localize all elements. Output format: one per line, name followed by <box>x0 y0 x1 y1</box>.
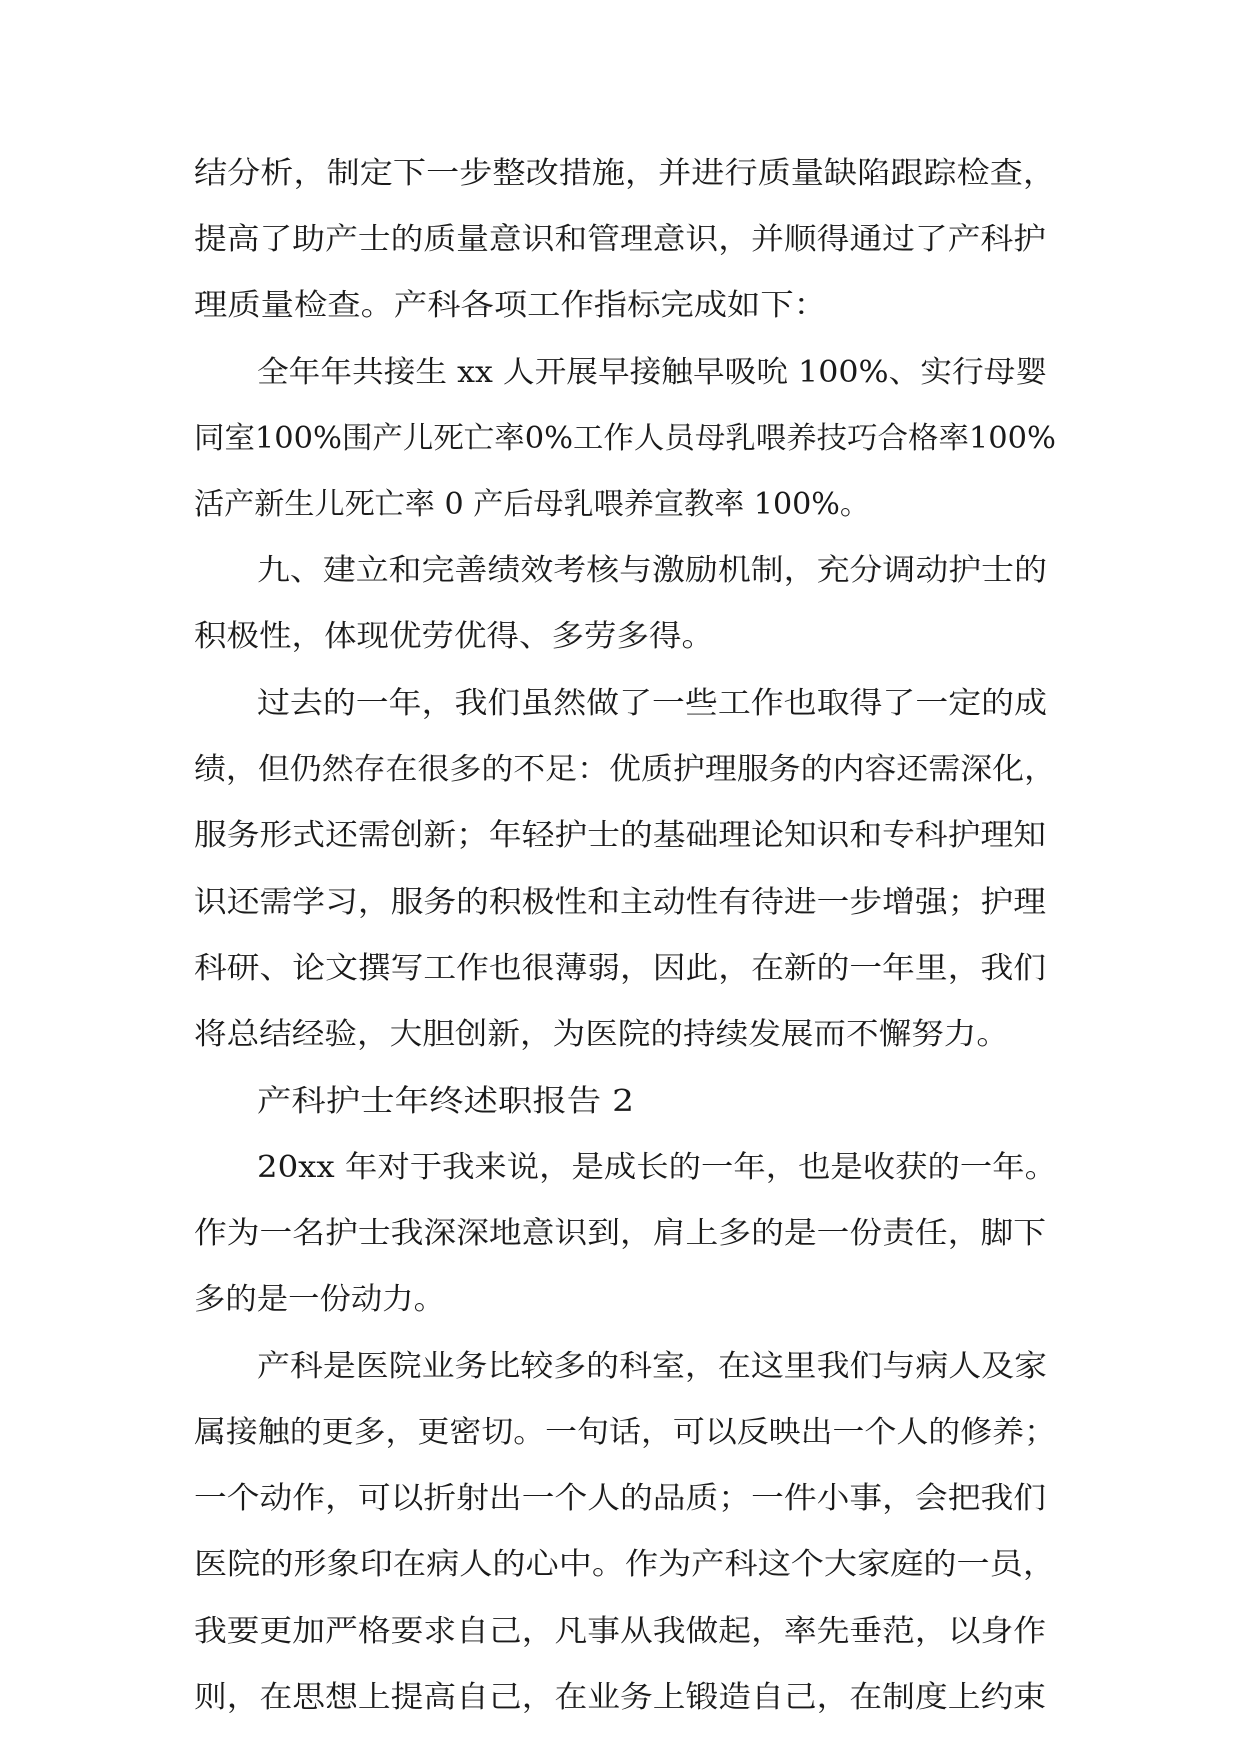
text-line-4 <box>0 353 1241 419</box>
text-line-12 <box>0 883 1241 949</box>
text-line-content: 活产新生儿死亡率 0 产后母乳喂养宣教率 100%。 <box>194 487 870 522</box>
text-line-content: 积极性，体现优劳优得、多劳多得。 <box>194 619 714 654</box>
text-line-content: 提高了助产士的质量意识和管理意识，并顺得通过了产科护 <box>194 222 1046 257</box>
text-line-content: 属接触的更多，更密切。一句话，可以反映出一个人的修养； <box>194 1415 1056 1450</box>
text-line-3 <box>0 286 1241 352</box>
text-line-1 <box>0 154 1241 220</box>
text-line-7 <box>0 551 1241 617</box>
text-line-content: 将总结经验，大胆创新，为医院的持续发展而不懈努力。 <box>194 1017 1009 1052</box>
text-line-content: 作为一名护士我深深地意识到，肩上多的是一份责任，脚下 <box>194 1216 1046 1251</box>
text-line-14 <box>0 1015 1241 1081</box>
text-line-content: 科研、论文撰写工作也很薄弱，因此，在新的一年里，我们 <box>194 951 1046 986</box>
text-line-17 <box>0 1214 1241 1280</box>
text-line-18 <box>0 1280 1241 1346</box>
text-line-content: 九、建立和完善绩效考核与激励机制，充分调动护士的 <box>257 553 1047 588</box>
text-line-content: 同室100%围产儿死亡率0%工作人员母乳喂养技巧合格率100% <box>194 421 1056 456</box>
text-line-content: 产科护士年终述职报告 2 <box>257 1084 634 1119</box>
text-line-15 <box>0 1082 1241 1148</box>
text-line-content: 医院的形象印在病人的心中。作为产科这个大家庭的一员， <box>194 1547 1056 1582</box>
text-line-5 <box>0 419 1241 485</box>
text-line-content: 我要更加严格要求自己，凡事从我做起，率先垂范，以身作 <box>194 1614 1046 1649</box>
text-line-16 <box>0 1148 1241 1214</box>
text-line-content: 服务形式还需创新；年轻护士的基础理论知识和专科护理知 <box>194 818 1046 853</box>
text-line-23 <box>0 1612 1241 1678</box>
text-line-content: 产科是医院业务比较多的科室，在这里我们与病人及家 <box>257 1349 1047 1384</box>
text-line-content: 多的是一份动力。 <box>194 1282 445 1317</box>
text-line-content: 则，在思想上提高自己，在业务上锻造自己，在制度上约束 <box>194 1680 1046 1715</box>
text-line-22 <box>0 1545 1241 1611</box>
text-line-content: 绩，但仍然存在很多的不足：优质护理服务的内容还需深化， <box>194 752 1056 787</box>
text-line-content: 20xx 年对于我来说，是成长的一年，也是收获的一年。 <box>257 1150 1057 1185</box>
text-line-content: 识还需学习，服务的积极性和主动性有待进一步增强；护理 <box>194 885 1046 920</box>
text-line-content: 全年年共接生 xx 人开展早接触早吸吮 100%、实行母婴 <box>257 355 1047 390</box>
text-line-6 <box>0 485 1241 551</box>
text-line-9 <box>0 684 1241 750</box>
text-line-20 <box>0 1413 1241 1479</box>
text-line-content: 过去的一年，我们虽然做了一些工作也取得了一定的成 <box>257 686 1047 721</box>
text-line-2 <box>0 220 1241 286</box>
text-line-21 <box>0 1479 1241 1545</box>
text-line-8 <box>0 617 1241 683</box>
text-line-10 <box>0 750 1241 816</box>
text-line-11 <box>0 816 1241 882</box>
text-line-19 <box>0 1347 1241 1413</box>
text-line-24 <box>0 1678 1241 1744</box>
text-line-13 <box>0 949 1241 1015</box>
text-line-content: 结分析，制定下一步整改措施，并进行质量缺陷跟踪检查， <box>194 156 1056 191</box>
text-line-content: 一个动作，可以折射出一个人的品质；一件小事，会把我们 <box>194 1481 1046 1516</box>
text-line-content: 理质量检查。产科各项工作指标完成如下： <box>194 288 827 323</box>
